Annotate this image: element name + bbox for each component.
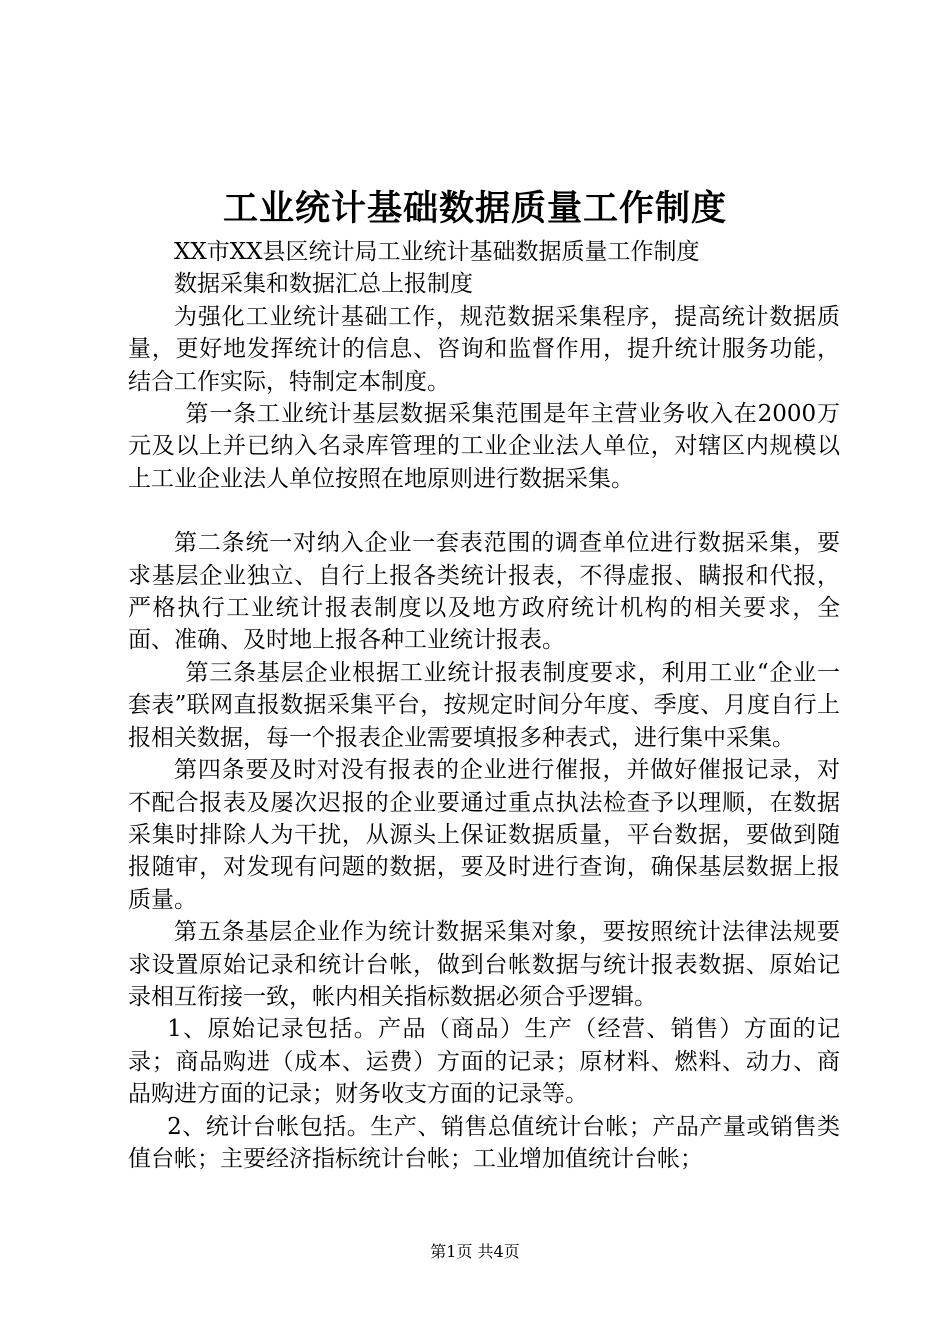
document-title: 工业统计基础数据质量工作制度 [222,188,727,229]
paragraph: 第三条基层企业根据工业统计报表制度要求，利用工业“企业一套表”联网直报数据采集平台，按规定时间分年度、季度、月度自行上报相关数据，每一个报表企业需要填报多种表式，进行集中采集。 [128,659,840,751]
subtitle-line: XX市XX县区统计局工业统计基础数据质量工作制度 [174,239,700,265]
paragraph: 第二条统一对纳入企业一套表范围的调查单位进行数据采集，要求基层企业独立、自行上报各类统计报表，不得虚报、瞒报和代报，严格执行工业统计报表制度以及地方政府统计机构的相关要求，全面、准确、及时地上报各种工业统计报表。 [128,530,840,654]
document-body [128,236,840,1175]
paragraph: 为强化工业统计基础工作，规范数据采集程序，提高统计数据质量，更好地发挥统计的信息、咨询和监督作用，提升统计服务功能，结合工作实际，特制定本制度。 [128,303,840,395]
paragraph: 第一条工业统计基层数据采集范围是年主营业务收入在2000万元及以上并已纳入名录库管理的工业企业法人单位，对辖区内规模以上工业企业法人单位按照在地原则进行数据采集。 [128,401,840,492]
list-item: 2、统计台帐包括。生产、销售总值统计台帐；产品产量或销售类值台帐；主要经济指标统计台帐；工业增加值统计台帐； [128,1113,840,1172]
paragraph: 第四条要及时对没有报表的企业进行催报，并做好催报记录，对不配合报表及屡次迟报的企业要通过重点执法检查予以理顺，在数据采集时排除人为干扰，从源头上保证数据质量，平台数据，要做到随报随审，对发现有问题的数据，要及时进行查询，确保基层数据上报质量。 [128,757,840,913]
paragraph-gap [128,495,840,527]
paragraph: 第五条基层企业作为统计数据采集对象，要按照统计法律法规要求设置原始记录和统计台帐，做到台帐数据与统计报表数据、原始记录相互衔接一致，帐内相关指标数据必须合乎逻辑。 [128,919,840,1010]
list-item: 1、原始记录包括。产品（商品）生产（经营、销售）方面的记录；商品购进（成本、运费）方面的记录；原材料、燃料、动力、商品购进方面的记录；财务收支方面的记录等。 [128,1016,840,1108]
subtitle-line: 数据采集和数据汇总上报制度 [174,271,473,298]
page-indicator: 第1页 共4页 [430,1242,520,1261]
